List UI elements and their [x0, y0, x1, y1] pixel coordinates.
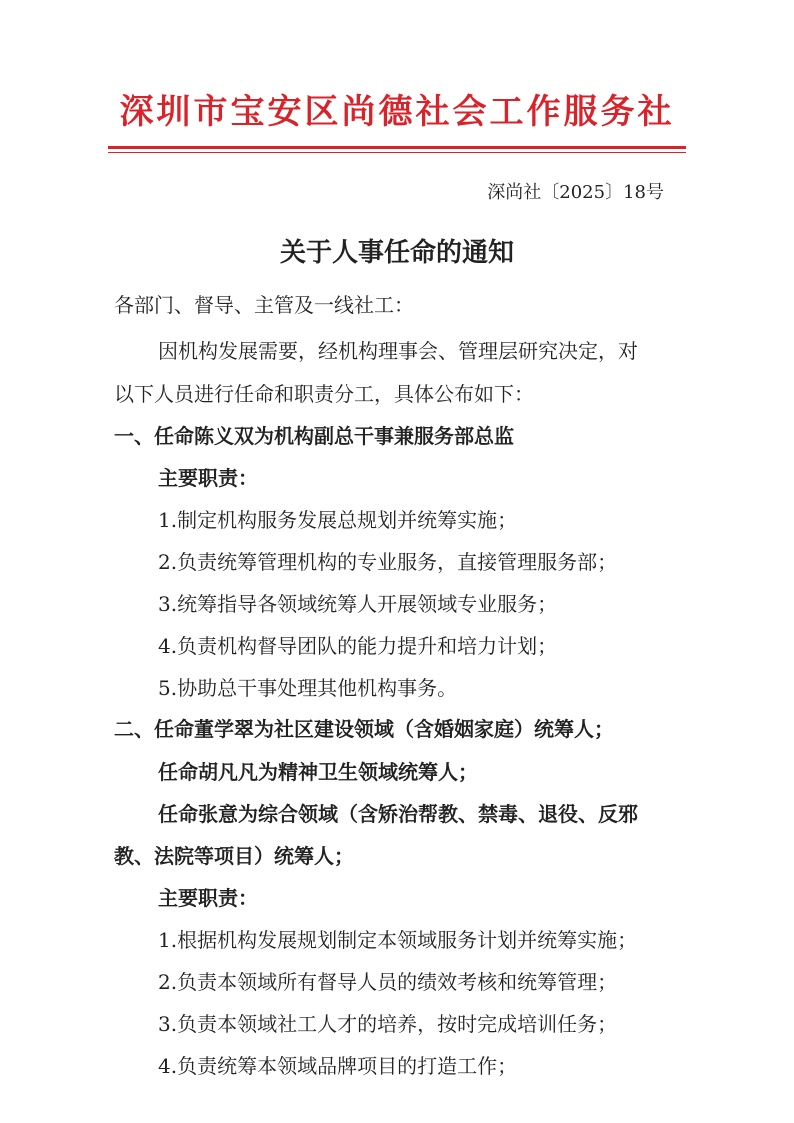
- section-1-duties-label: 主要职责：: [158, 466, 258, 490]
- section-2-appointment-3-cont: 教、法院等项目）统筹人；: [114, 844, 354, 868]
- section-1-duty-2: 2.负责统筹管理机构的专业服务，直接管理服务部；: [158, 550, 618, 574]
- salutation: 各部门、督导、主管及一线社工：: [114, 293, 414, 317]
- section-2-appointment-2: 任命胡凡凡为精神卫生领域统筹人；: [158, 760, 478, 784]
- section-2-duty-2: 2.负责本领域所有督导人员的绩效考核和统筹管理；: [158, 970, 618, 994]
- section-2-heading: 二、任命董学翠为社区建设领域（含婚姻家庭）统筹人；: [114, 717, 614, 741]
- section-1-heading: 一、任命陈义双为机构副总干事兼服务部总监: [114, 424, 514, 448]
- section-2-duty-1: 1.根据机构发展规划制定本领域服务计划并统筹实施；: [158, 928, 638, 952]
- document-title: 关于人事任命的通知: [279, 238, 514, 268]
- intro-paragraph-line-1: 因机构发展需要，经机构理事会、管理层研究决定，对: [158, 339, 638, 363]
- header-rule-thick: [108, 146, 686, 149]
- section-2-duty-4: 4.负责统筹本领域品牌项目的打造工作；: [158, 1054, 518, 1078]
- org-name-header: 深圳市宝安区尚德社会工作服务社: [119, 92, 675, 132]
- section-2-duty-3: 3.负责本领域社工人才的培养，按时完成培训任务；: [158, 1012, 618, 1036]
- section-1-duty-1: 1.制定机构服务发展总规划并统筹实施；: [158, 508, 518, 532]
- section-1-duty-5: 5.协助总干事处理其他机构事务。: [158, 676, 458, 700]
- section-1-duty-3: 3.统筹指导各领域统筹人开展领域专业服务；: [158, 592, 558, 616]
- header-rule-thin: [108, 152, 686, 153]
- section-1-duty-4: 4.负责机构督导团队的能力提升和培力计划；: [158, 634, 558, 658]
- section-2-appointment-3: 任命张意为综合领域（含矫治帮教、禁毒、退役、反邪: [158, 802, 638, 826]
- section-2-duties-label: 主要职责：: [158, 886, 258, 910]
- document-number: 深尚社〔2025〕18号: [487, 182, 664, 203]
- intro-paragraph-line-2: 以下人员进行任命和职责分工，具体公布如下：: [114, 382, 534, 406]
